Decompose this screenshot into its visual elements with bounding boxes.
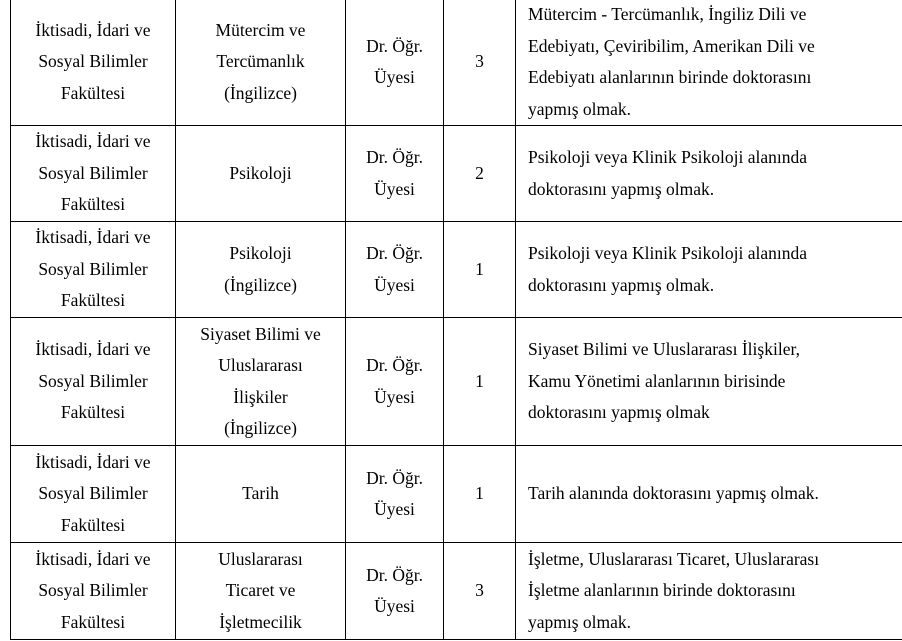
count-cell	[444, 126, 516, 222]
department-cell	[176, 543, 346, 640]
requirement-cell	[516, 0, 902, 126]
count-cell	[444, 446, 516, 543]
faculty-cell	[11, 222, 176, 318]
department-cell	[176, 222, 346, 318]
faculty-text: İktisadi, İdari ve Sosyal Bilimler Fakültesi	[35, 227, 151, 311]
faculty-text: İktisadi, İdari ve Sosyal Bilimler Fakültesi	[35, 131, 151, 215]
count-cell	[444, 318, 516, 446]
requirement-cell	[516, 543, 902, 640]
faculty-cell	[11, 126, 176, 222]
count-cell	[444, 543, 516, 640]
department-cell	[176, 446, 346, 543]
requirement-cell	[516, 126, 902, 222]
title-text: Dr. Öğr. Üyesi	[366, 243, 423, 295]
department-text: Psikoloji (İngilizce)	[224, 243, 297, 295]
requirement-cell	[516, 222, 902, 318]
title-text: Dr. Öğr. Üyesi	[366, 147, 423, 199]
requirement-text: İşletme, Uluslararası Ticaret, Uluslararası İşletme alanlarının birinde doktorasını yapmış olmak.	[528, 548, 820, 632]
department-text: Tarih	[242, 483, 279, 504]
department-cell	[176, 318, 346, 446]
requirement-text: Psikoloji veya Klinik Psikoloji alanında doktorasını yapmış olmak.	[528, 243, 808, 295]
requirement-cell	[516, 446, 902, 543]
table-row	[11, 222, 902, 318]
requirement-text: Mütercim - Tercümanlık, İngiliz Dili ve Edebiyatı, Çeviribilim, Amerikan Dili ve Edebiyatı alanlarının birinde doktorasını yapmış olmak.	[528, 4, 815, 119]
count-text: 1	[475, 258, 484, 279]
title-text: Dr. Öğr. Üyesi	[366, 35, 423, 87]
faculty-text: İktisadi, İdari ve Sosyal Bilimler Fakültesi	[35, 451, 151, 535]
table-row	[11, 318, 902, 446]
faculty-cell	[11, 0, 176, 126]
position-table	[10, 0, 902, 640]
department-text: Siyaset Bilimi ve Uluslararası İlişkiler (İngilizce)	[200, 323, 321, 438]
department-text: Uluslararası Ticaret ve İşletmecilik	[218, 548, 303, 632]
table-row	[11, 543, 902, 640]
faculty-cell	[11, 318, 176, 446]
title-cell	[346, 446, 444, 543]
table-row	[11, 0, 902, 126]
faculty-cell	[11, 446, 176, 543]
faculty-text: İktisadi, İdari ve Sosyal Bilimler Fakültesi	[35, 19, 151, 103]
count-text: 1	[475, 370, 484, 391]
department-text: Mütercim ve Tercümanlık (İngilizce)	[215, 19, 306, 103]
requirement-text: Tarih alanında doktorasını yapmış olmak.	[528, 483, 819, 504]
title-cell	[346, 0, 444, 126]
requirement-text: Psikoloji veya Klinik Psikoloji alanında doktorasını yapmış olmak.	[528, 147, 808, 199]
title-cell	[346, 318, 444, 446]
faculty-text: İktisadi, İdari ve Sosyal Bilimler Fakültesi	[35, 548, 151, 632]
title-text: Dr. Öğr. Üyesi	[366, 355, 423, 407]
table-row	[11, 446, 902, 543]
count-cell	[444, 0, 516, 126]
title-cell	[346, 543, 444, 640]
department-text: Psikoloji	[229, 162, 292, 183]
faculty-text: İktisadi, İdari ve Sosyal Bilimler Fakültesi	[35, 339, 151, 423]
title-text: Dr. Öğr. Üyesi	[366, 467, 423, 519]
title-cell	[346, 126, 444, 222]
count-text: 1	[475, 483, 484, 504]
title-cell	[346, 222, 444, 318]
count-text: 3	[475, 51, 484, 72]
requirement-cell	[516, 318, 902, 446]
department-cell	[176, 0, 346, 126]
table-row	[11, 126, 902, 222]
faculty-cell	[11, 543, 176, 640]
count-cell	[444, 222, 516, 318]
department-cell	[176, 126, 346, 222]
count-text: 2	[475, 162, 484, 183]
requirement-text: Siyaset Bilimi ve Uluslararası İlişkiler, Kamu Yönetimi alanlarının birisinde doktorasını yapmış olmak	[528, 339, 800, 423]
count-text: 3	[475, 580, 484, 601]
title-text: Dr. Öğr. Üyesi	[366, 564, 423, 616]
